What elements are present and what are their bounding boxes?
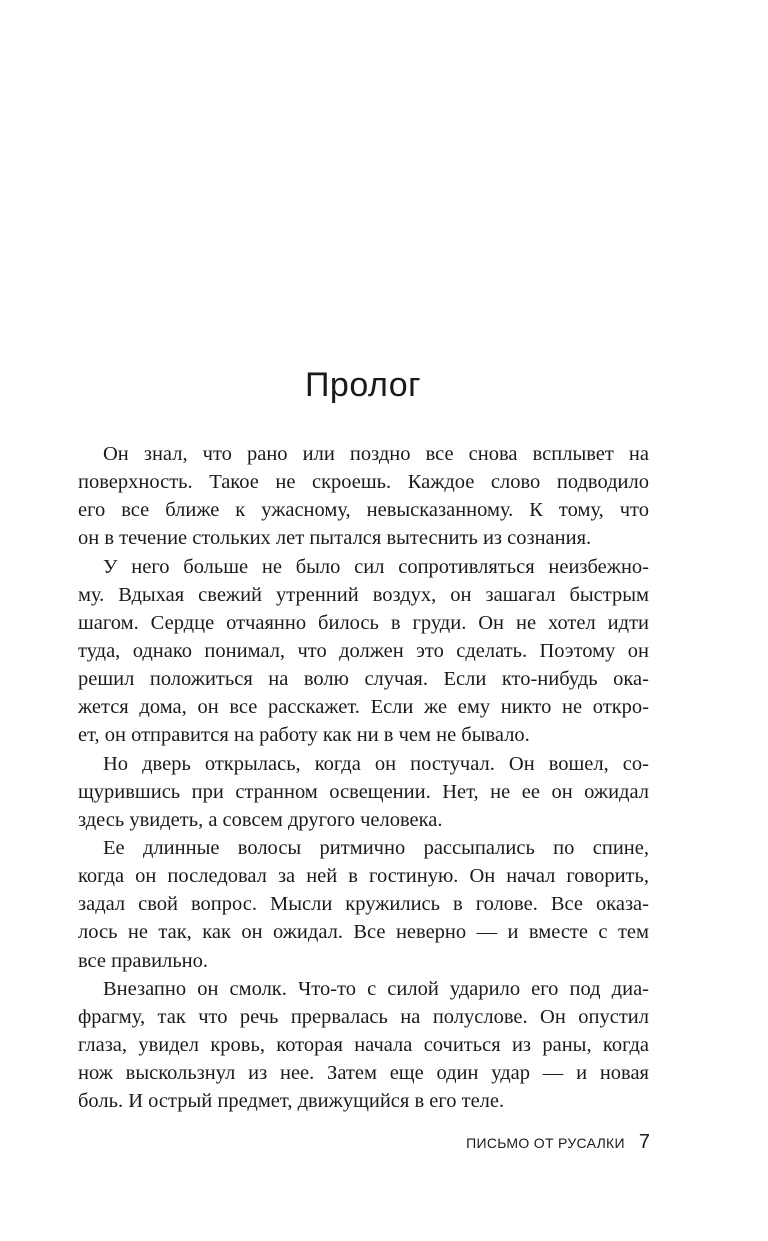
text-line: боль. И острый предмет, движущийся в его теле. <box>78 1090 505 1113</box>
text-line: когда он последовал за ней в гостиную. Он начал говорить, <box>78 865 649 888</box>
text-line: шагом. Сердце отчаянно билось в груди. Он не хотел идти <box>78 611 649 634</box>
text-line: нож выскользнул из нее. Затем еще один удар — и новая <box>78 1062 649 1085</box>
text-line: туда, однако понимал, что должен это сделать. Поэтому он <box>78 639 649 662</box>
text-line: жется дома, он все расскажет. Если же ему никто не откро- <box>78 696 649 719</box>
chapter-body <box>78 440 649 1115</box>
paragraph <box>78 975 649 1116</box>
text-line: Он знал, что рано или поздно все снова всплывет на <box>103 443 649 465</box>
text-line: щурившись при странном освещении. Нет, не ее он ожидал <box>78 780 649 803</box>
text-line: Но дверь открылась, когда он постучал. Он вошел, со- <box>103 752 649 775</box>
paragraph <box>78 834 649 975</box>
text-line: его все ближе к ужасному, невысказанному. К тому, что <box>78 499 649 522</box>
page-footer <box>466 1131 650 1154</box>
text-line: все правильно. <box>78 949 209 972</box>
page-number: 7 <box>638 1131 650 1153</box>
text-line: фрагму, так что речь прервалась на полуслове. Он опустил <box>78 1005 649 1028</box>
text-line: решил положиться на волю случая. Если кто-нибудь ока- <box>78 668 649 691</box>
paragraph <box>78 750 649 834</box>
text-line: ет, он отправится на работу как ни в чем не бывало. <box>78 724 530 747</box>
chapter-title: Пролог <box>304 366 422 404</box>
text-line: он в течение стольких лет пытался вытеснить из сознания. <box>78 527 592 550</box>
text-line: задал свой вопрос. Мысли кружились в голове. Все оказа- <box>78 893 649 916</box>
text-line: Ее длинные волосы ритмично рассыпались по спине, <box>103 836 649 859</box>
paragraph <box>78 440 649 553</box>
running-title: ПИСЬМО ОТ РУСАЛКИ <box>466 1135 625 1151</box>
text-line: У него больше не было сил сопротивляться неизбежно- <box>103 555 649 578</box>
paragraph <box>78 553 649 750</box>
text-line: поверхность. Такое не скроешь. Каждое слово подводило <box>78 471 649 494</box>
text-line: Внезапно он смолк. Что-то с силой ударило его под диа- <box>103 977 649 1000</box>
text-line: му. Вдыхая свежий утренний воздух, он зашагал быстрым <box>78 583 649 606</box>
text-line: лось не так, как он ожидал. Все неверно — и вместе с тем <box>78 921 649 944</box>
text-line: здесь увидеть, а совсем другого человека. <box>78 808 443 831</box>
text-line: глаза, увидел кровь, которая начала сочиться из раны, когда <box>78 1033 649 1056</box>
